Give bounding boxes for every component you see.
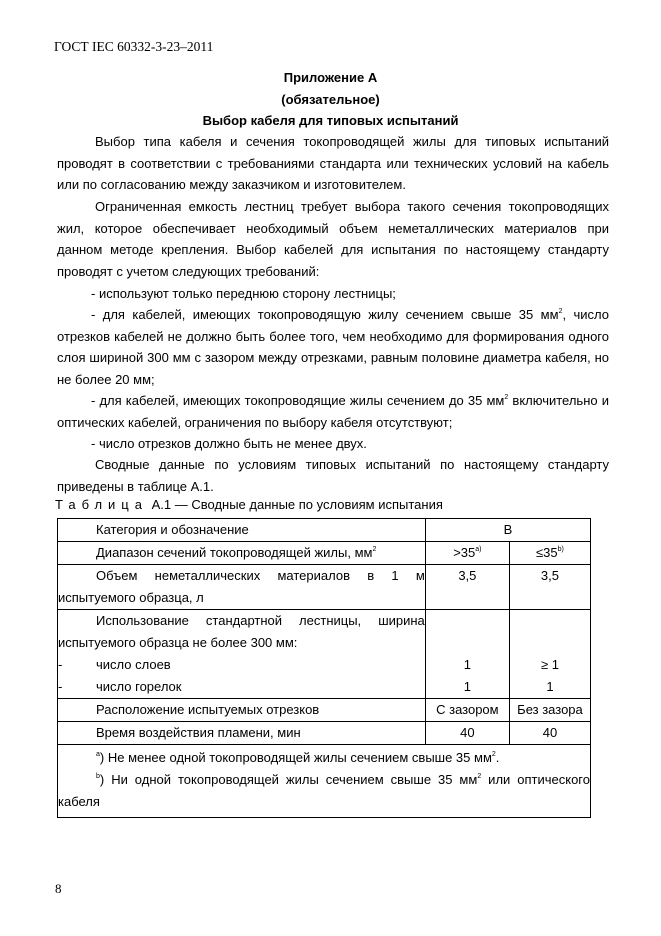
layers-col1: 1: [463, 657, 471, 672]
volume-col1: 3,5: [425, 565, 509, 610]
layers-label: - число слоев: [58, 657, 171, 672]
annex-title: Приложение А: [283, 70, 378, 85]
table-row: [58, 722, 591, 745]
layers-col2: ≥ 1: [540, 657, 559, 672]
range-col2: $\le 35^{b)}$: [509, 542, 590, 565]
paragraph-2: Ограниченная емкость лестниц требует выбора такого сечения токопроводящих жил, которое обеспечивает необходимый объем неметаллических материалов при данном методе крепления. Выбор кабелей для испытания по настоящему стандарту проводят с учетом следующих требований:: [57, 199, 609, 279]
time-col1: 40: [425, 722, 509, 745]
range-col1: $>35^{a)}$: [425, 542, 509, 565]
table-footnotes: [58, 745, 591, 818]
ladder-col1: [425, 610, 509, 699]
table-row: [58, 745, 591, 818]
arrangement-col2: Без зазора: [509, 699, 590, 722]
table-row: [58, 519, 591, 542]
table-caption: Таблица А.1 — Сводные данные по условиям испытания: [55, 497, 443, 512]
footnote-b: $^b$) Ни одной токопроводящей жилы сечением свыше 35 $мм^2$ или оптического: [96, 772, 590, 787]
test-conditions-table: [57, 518, 591, 818]
ladder-label: Использование стандартной лестницы, ширина испытуемого образца не более 300 мм: - число слоев - число горелок: [58, 610, 426, 699]
volume-label: Объем неметаллических материалов в 1 м испытуемого образца, л: [58, 565, 426, 610]
list-item-2: - для кабелей, имеющих токопроводящую жилу сечением свыше 35 $мм^2$, число отрезков кабелей не должно быть более того, чем необходимо для формирования одного слоя шириной 300 мм с зазором между отрезками, равным половине диаметра кабеля, но не более 20 мм;: [57, 307, 609, 387]
arrangement-col1: С зазором: [425, 699, 509, 722]
ladder-col2: [509, 610, 590, 699]
footnote-b-continuation: кабеля: [58, 794, 100, 809]
list-item-4: - число отрезков должно быть не менее двух.: [91, 436, 367, 451]
category-label: Категория и обозначение: [58, 519, 426, 542]
list-item-3: - для кабелей, имеющих токопроводящие жилы сечением до 35 $мм^2$ включительно и оптических кабелей, ограничения по выбору кабеля отсутствуют;: [57, 393, 609, 430]
table-row: [58, 699, 591, 722]
time-col2: 40: [509, 722, 590, 745]
burners-col2: 1: [546, 679, 554, 694]
paragraph-3: Сводные данные по условиям типовых испытаний по настоящему стандарту приведены в таблице А.1.: [57, 457, 609, 494]
page-number: 8: [55, 881, 62, 896]
annex-status: (обязательное): [281, 92, 380, 107]
time-label: Время воздействия пламени, мин: [58, 722, 426, 745]
table-row: [58, 542, 591, 565]
list-item-1: - используют только переднюю сторону лестницы;: [91, 286, 396, 301]
arrangement-label: Расположение испытуемых отрезков: [58, 699, 426, 722]
table-row: [58, 610, 591, 699]
range-label: Диапазон сечений токопроводящей жилы, $мм^2$: [58, 542, 426, 565]
paragraph-1: Выбор типа кабеля и сечения токопроводящей жилы для типовых испытаний проводят в соответствии с требованиями стандарта или технических условий на кабель или по согласованию между заказчиком и изготовителем.: [57, 134, 609, 193]
footnote-a: $^a$) Не менее одной токопроводящей жилы сечением свыше 35 $мм^2$.: [96, 750, 500, 765]
burners-label: - число горелок: [58, 679, 182, 694]
volume-col2: 3,5: [509, 565, 590, 610]
annex-heading: Выбор кабеля для типовых испытаний: [202, 113, 459, 128]
table-row: [58, 565, 591, 610]
category-value: B: [425, 519, 590, 542]
burners-col1: 1: [463, 679, 471, 694]
document-header: ГОСТ IEC 60332-3-23–2011: [54, 39, 214, 54]
